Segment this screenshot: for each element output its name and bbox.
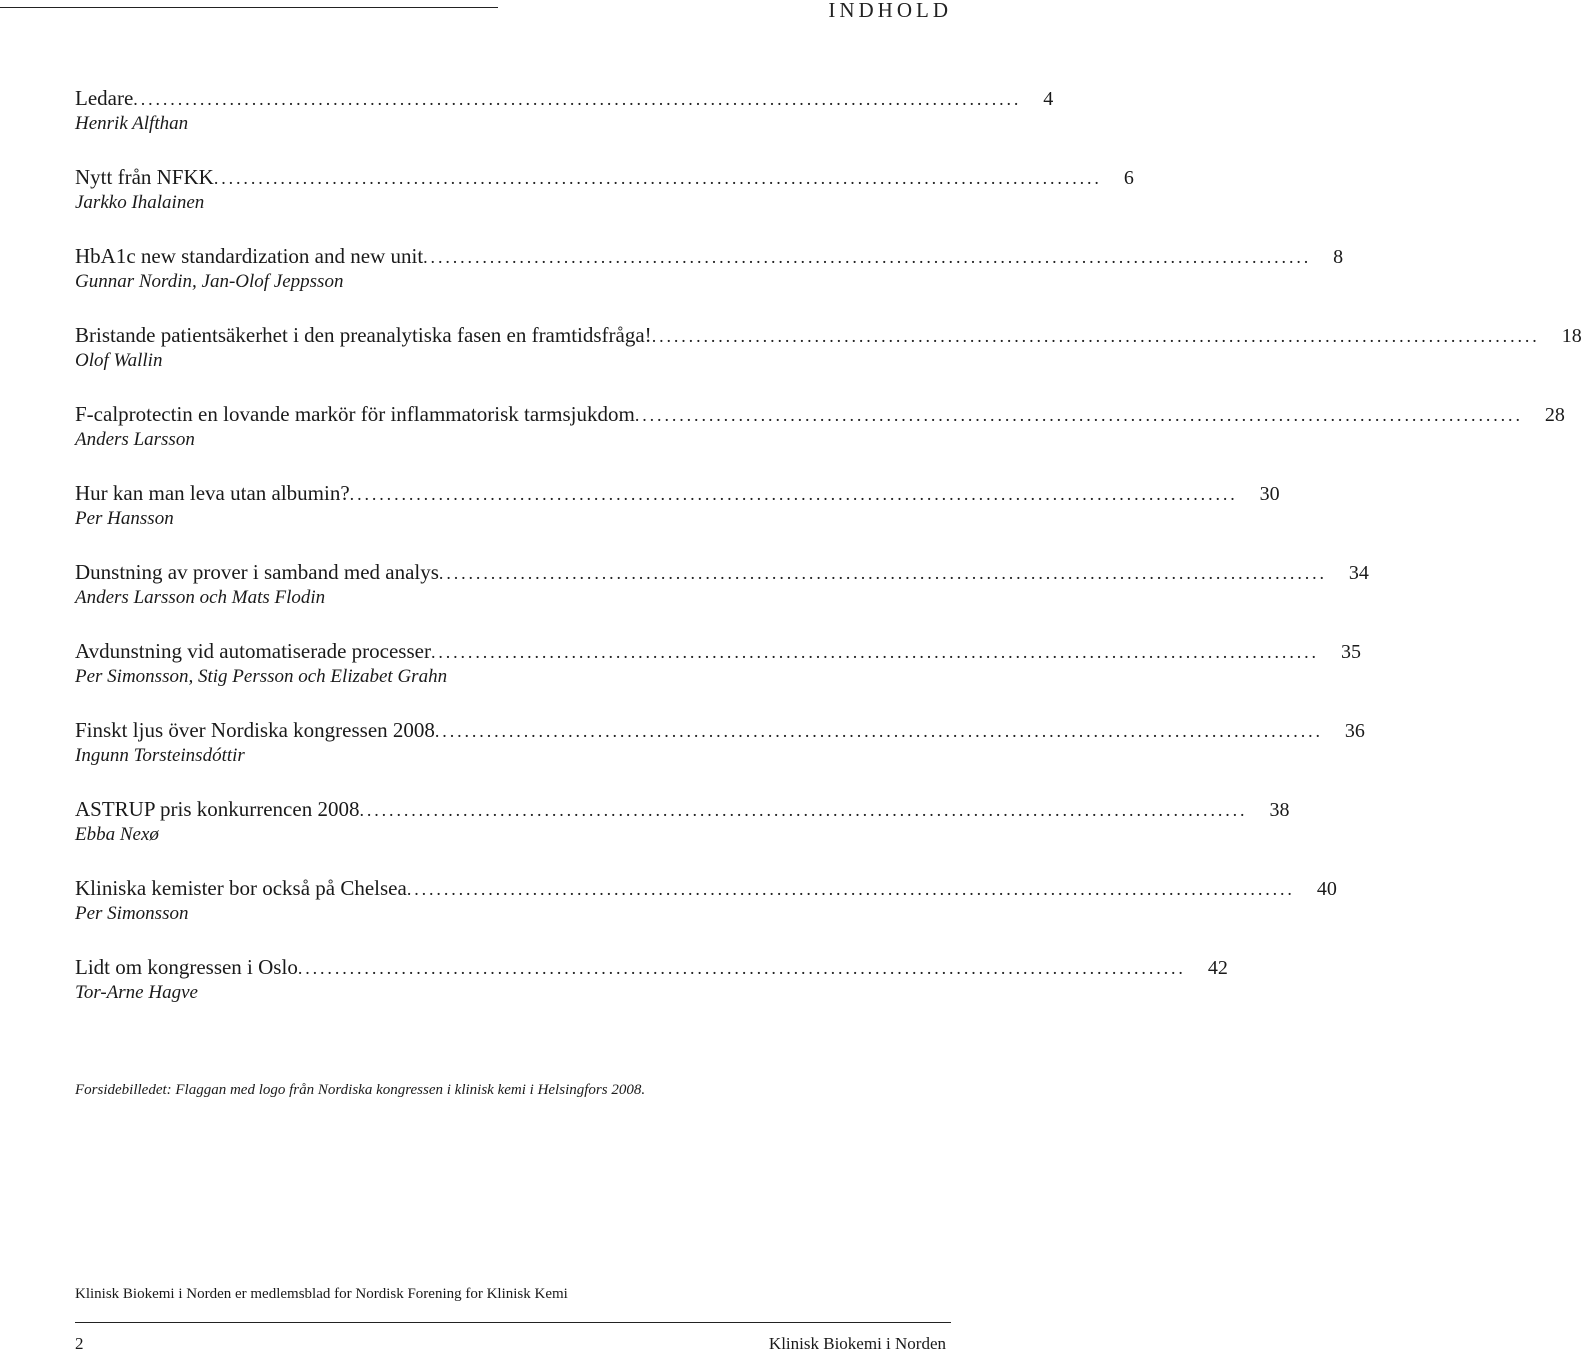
footer-note: Klinisk Biokemi i Norden er medlemsblad for Nordisk Forening for Klinisk Kemi: [75, 1286, 568, 1302]
toc-entry-title[interactable]: HbA1c new standardization and new unit: [75, 244, 424, 268]
toc-entry-page: 4: [1043, 88, 1054, 110]
toc-entry-title[interactable]: F-calprotectin en lovande markör för inflammatorisk tarmsjukdom: [75, 402, 635, 426]
toc-entry-title[interactable]: Ledare: [75, 86, 134, 110]
dot-leader: ........................................................................................................................: [434, 721, 1323, 741]
toc-entry-page: 30: [1259, 483, 1280, 505]
toc-entry-author: Anders Larsson: [75, 429, 195, 450]
toc-entry-page: 38: [1269, 799, 1290, 821]
toc-entry-title[interactable]: Bristande patientsäkerhet i den preanalytiska fasen en framtidsfråga!: [75, 323, 652, 347]
toc-entry-title[interactable]: ASTRUP pris konkurrencen 2008: [75, 797, 360, 821]
toc-entry-author: Per Simonsson, Stig Persson och Elizabet Grahn: [75, 666, 448, 687]
toc-entry-title[interactable]: Nytt från NFKK: [75, 165, 214, 189]
table-of-contents: [75, 86, 1582, 1034]
toc-entry-title[interactable]: Kliniska kemister bor också på Chelsea: [75, 876, 407, 900]
toc-entry-page: 6: [1123, 167, 1134, 189]
toc-entry-page: 8: [1333, 246, 1344, 268]
page-number: 2: [75, 1334, 84, 1353]
toc-entry[interactable]: [75, 323, 1582, 402]
toc-entry-title[interactable]: Dunstning av prover i samband med analys: [75, 560, 439, 584]
dot-leader: ........................................................................................................................: [406, 879, 1295, 899]
toc-entry-page: 42: [1207, 957, 1228, 979]
toc-entry-author: Anders Larsson och Mats Flodin: [75, 587, 326, 608]
toc-entry[interactable]: [75, 402, 1565, 481]
toc-entry[interactable]: [75, 86, 1054, 165]
toc-entry-page: 40: [1316, 878, 1337, 900]
toc-entry-page: 35: [1340, 641, 1361, 663]
dot-leader: ........................................................................................................................: [359, 800, 1248, 820]
toc-entry[interactable]: [75, 165, 1134, 244]
toc-entry-author: Ingunn Torsteinsdóttir: [75, 745, 245, 766]
toc-entry[interactable]: [75, 244, 1344, 323]
dot-leader: ........................................................................................................................: [438, 563, 1327, 583]
dot-leader: ........................................................................................................................: [297, 958, 1186, 978]
toc-entry-author: Olof Wallin: [75, 350, 163, 371]
top-rule: [0, 7, 498, 8]
toc-entry-author: Per Hansson: [75, 508, 174, 529]
toc-entry[interactable]: [75, 639, 1361, 718]
toc-entry-author: Tor-Arne Hagve: [75, 982, 198, 1003]
dot-leader: ........................................................................................................................: [133, 89, 1022, 109]
toc-entry-author: Gunnar Nordin, Jan-Olof Jeppsson: [75, 271, 344, 292]
toc-entry[interactable]: [75, 876, 1337, 955]
toc-entry[interactable]: [75, 481, 1280, 560]
toc-entry[interactable]: [75, 718, 1365, 797]
dot-leader: ........................................................................................................................: [423, 247, 1312, 267]
toc-entry-title[interactable]: Avdunstning vid automatiserade processer: [75, 639, 431, 663]
cover-caption: Forsidebilledet: Flaggan med logo från Nordiska kongressen i klinisk kemi i Helsingfors 2008.: [75, 1082, 646, 1098]
dot-leader: ........................................................................................................................: [349, 484, 1238, 504]
toc-entry-page: 36: [1344, 720, 1365, 742]
dot-leader: ........................................................................................................................: [634, 405, 1523, 425]
toc-entry[interactable]: [75, 797, 1290, 876]
toc-entry-title[interactable]: Hur kan man leva utan albumin?: [75, 481, 350, 505]
bottom-rule: [75, 1322, 951, 1323]
toc-entry-page: 34: [1348, 562, 1369, 584]
toc-entry[interactable]: [75, 560, 1369, 639]
toc-entry-page: 28: [1544, 404, 1565, 426]
toc-entry-title[interactable]: Finskt ljus över Nordiska kongressen 2008: [75, 718, 435, 742]
toc-entry-author: Ebba Nexø: [75, 824, 159, 845]
dot-leader: ........................................................................................................................: [430, 642, 1319, 662]
dot-leader: ........................................................................................................................: [651, 326, 1540, 346]
toc-entry-author: Per Simonsson: [75, 903, 189, 924]
toc-entry-page: 18: [1561, 325, 1582, 347]
toc-entry-author: Henrik Alfthan: [75, 113, 189, 134]
toc-entry-author: Jarkko Ihalainen: [75, 192, 205, 213]
dot-leader: ........................................................................................................................: [213, 168, 1102, 188]
toc-entry-title[interactable]: Lidt om kongressen i Oslo: [75, 955, 298, 979]
section-title: INDHOLD: [828, 0, 952, 22]
toc-entry[interactable]: [75, 955, 1228, 1034]
journal-name: Klinisk Biokemi i Norden: [768, 1334, 946, 1353]
